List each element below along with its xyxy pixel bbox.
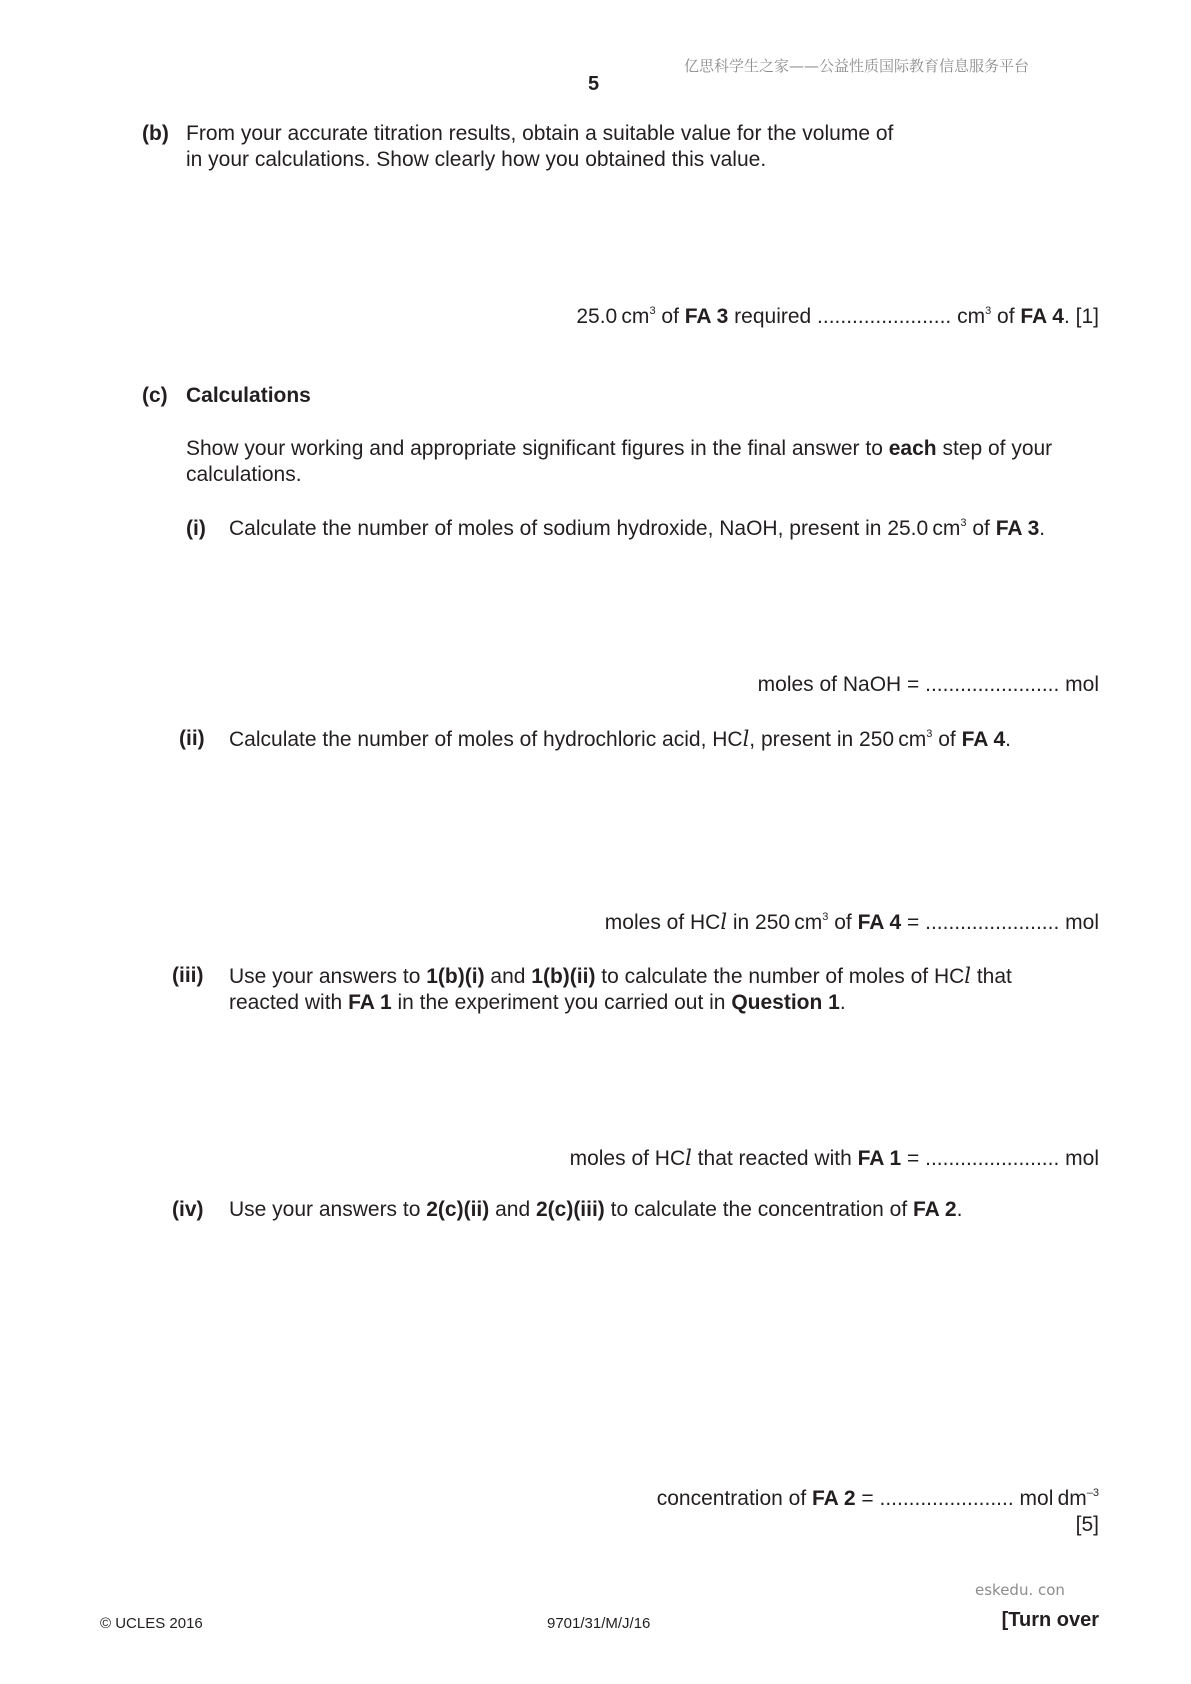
footer-paper-code: 9701/31/M/J/16 bbox=[547, 1615, 651, 1632]
part-c-marks: [5] bbox=[1075, 1513, 1099, 1536]
part-c-ii-answer-line: moles of HCl in 250 $cm^3$ of FA 4 = ....................... mol bbox=[604, 910, 1099, 934]
part-c-ii-label: (ii) bbox=[179, 727, 205, 750]
part-c-iii-line-2: reacted with FA 1 in the experiment you carried out in Question 1. bbox=[229, 991, 846, 1014]
part-c-iv-answer-line: concentration of FA 2 = ....................... mol $dm^{-3}$ bbox=[656, 1487, 1099, 1510]
part-b-answer-line: 25.0 $cm^3$ of FA 3 required ....................... $cm^3$ of FA 4. [1] bbox=[576, 305, 1099, 328]
part-c-intro bbox=[186, 436, 1099, 488]
part-c-ii-question: Calculate the number of moles of hydrochloric acid, HCl, present in 250 $cm^3$ of FA 4. bbox=[229, 727, 1011, 751]
part-b-line-2: in your calculations. Show clearly how you obtained this value. bbox=[186, 148, 767, 171]
part-c-iii-line-1: Use your answers to 1(b)(i) and 1(b)(ii) to calculate the number of moles of HCl that bbox=[229, 964, 1012, 988]
page-number: 5 bbox=[588, 73, 600, 95]
part-c-intro-line-2: calculations. bbox=[186, 463, 302, 486]
footer-copyright: © UCLES 2016 bbox=[100, 1615, 203, 1632]
part-b-line-1: From your accurate titration results, obtain a suitable value for the volume of bbox=[186, 122, 894, 145]
part-c-i-answer-line: moles of NaOH = ....................... mol bbox=[757, 673, 1099, 696]
turn-over-label: [Turn over bbox=[1001, 1609, 1099, 1631]
part-c-iii-answer-line: moles of HCl that reacted with FA 1 = ....................... mol bbox=[569, 1146, 1099, 1170]
part-c-i-question: Calculate the number of moles of sodium hydroxide, NaOH, present in 25.0 $cm^3$ of FA 3. bbox=[229, 517, 1046, 540]
part-c-iii-label: (iii) bbox=[172, 964, 204, 987]
part-c-iii-question bbox=[229, 963, 1099, 1016]
part-b-label: (b) bbox=[142, 122, 169, 145]
part-c-iv-question: Use your answers to 2(c)(ii) and 2(c)(iii) to calculate the concentration of FA 2. bbox=[229, 1198, 963, 1221]
part-c-iv-label: (iv) bbox=[172, 1198, 204, 1221]
part-c-i-label: (i) bbox=[186, 517, 206, 540]
part-b-instruction bbox=[186, 121, 893, 173]
part-c-intro-line-1: Show your working and appropriate significant figures in the final answer to each step of your bbox=[186, 437, 1053, 460]
watermark-header: 亿思科学生之家——公益性质国际教育信息服务平台 bbox=[684, 57, 1030, 75]
watermark-footer: eskedu. con bbox=[975, 1581, 1065, 1599]
part-c-label: (c) bbox=[142, 384, 168, 407]
part-c-heading: Calculations bbox=[186, 384, 311, 407]
